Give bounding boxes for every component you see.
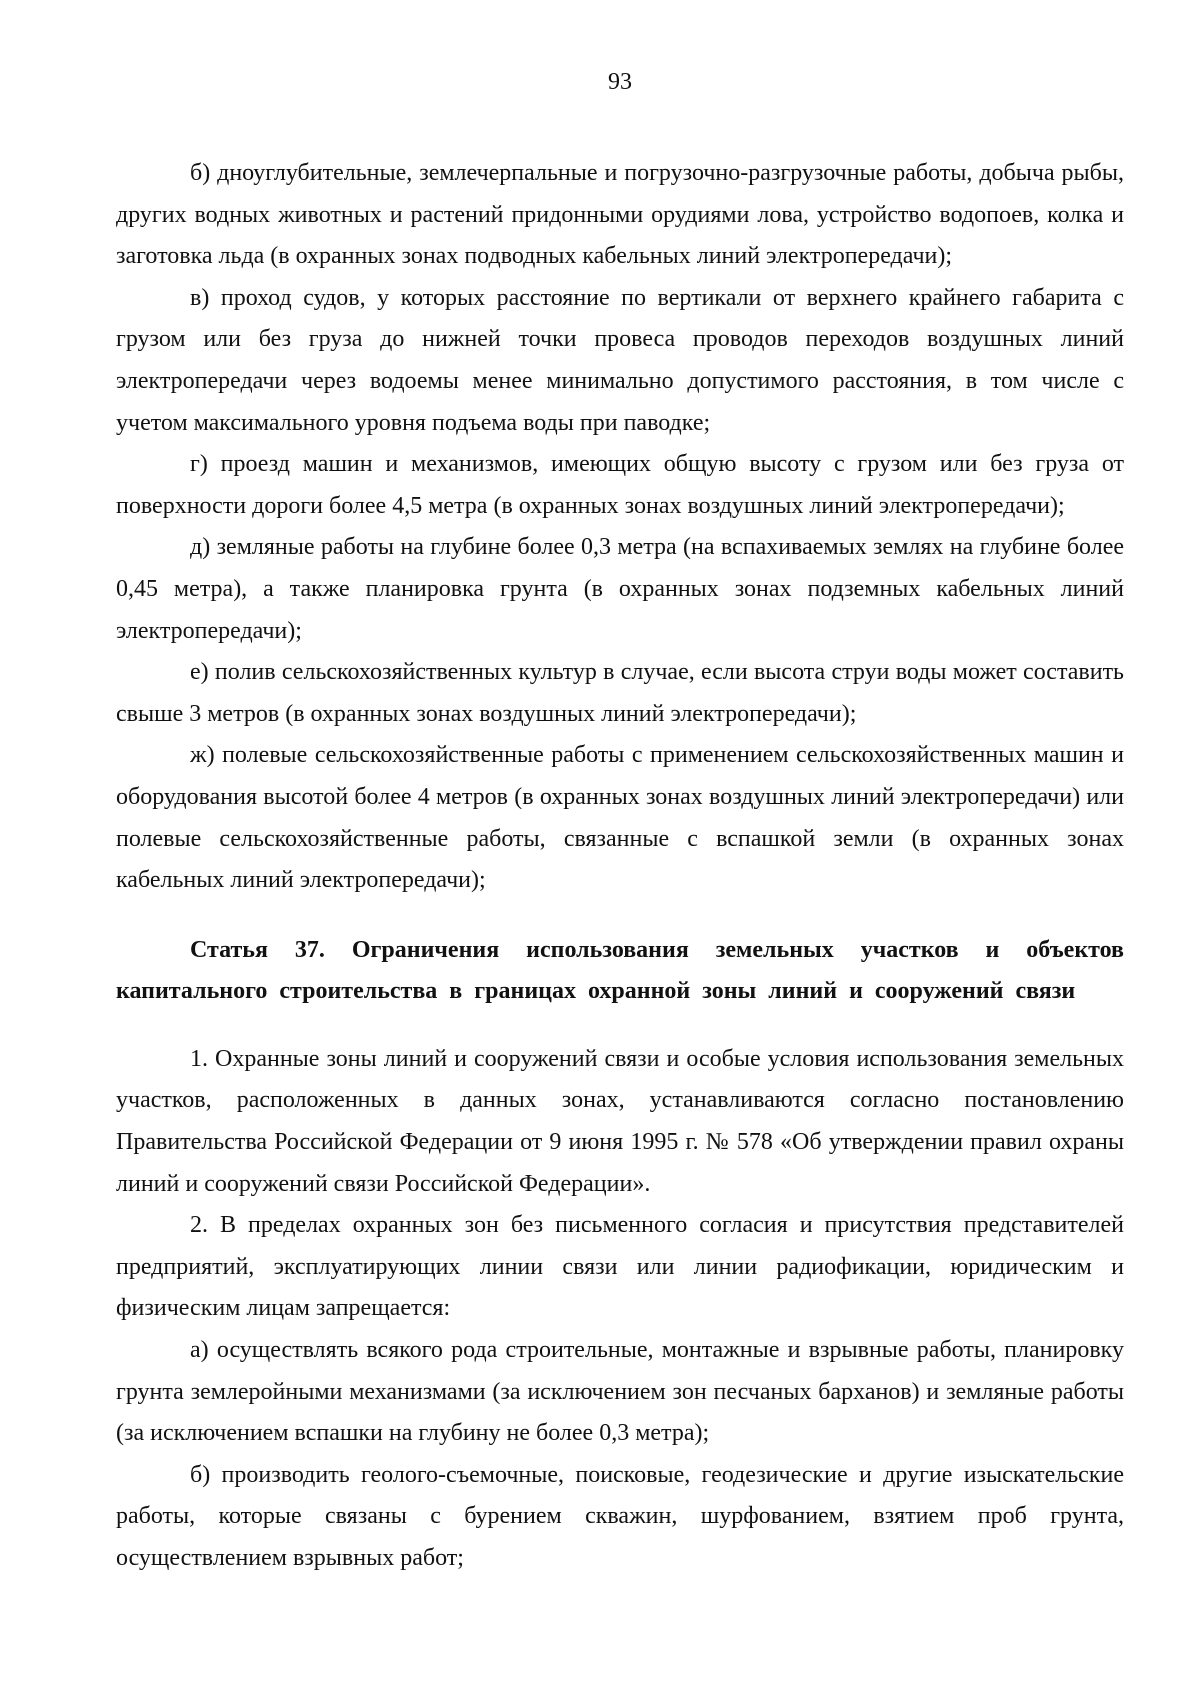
paragraph-b-dredging: б) дноуглубительные, землечерпальные и погрузочно-разгрузочные работы, добыча рыбы, других водных животных и растений придонными орудиями лова, устройство водопоев, колка и заготовка льда (в охранных зонах подводных кабельных линий электропередачи); xyxy=(116,160,1124,270)
paragraph-1-protection-zones: 1. Охранные зоны линий и сооружений связи и особые условия использования земельных участков, расположенных в данных зонах, устанавливаются согласно постановлению Правительства Российской Федерации от 9 июня 1995 г. № 578 «Об утверждении правил охраны линий и сооружений связи Российской Федерации». xyxy=(116,1045,1124,1197)
paragraph-e-irrigation: е) полив сельскохозяйственных культур в случае, если высота струи воды может составить свыше 3 метров (в охранных зонах воздушных линий электропередачи); xyxy=(116,659,1124,727)
document-body xyxy=(116,153,1124,1580)
paragraph-a-construction: а) осуществлять всякого рода строительные, монтажные и взрывные работы, планировку грунта землеройными механизмами (за исключением зон песчаных барханов) и земляные работы (за исключением вспашки на глубину не более 0,3 метра); xyxy=(116,1337,1124,1447)
article-37-heading: Статья 37. Ограничения использования земельных участков и объектов капитального строительства в границах охранной зоны линий и сооружений связи xyxy=(116,936,1124,1005)
paragraph-b-survey: б) производить геолого-съемочные, поисковые, геодезические и другие изыскательские работы, которые связаны с бурением скважин, шурфованием, взятием проб грунта, осуществлением взрывных работ; xyxy=(116,1461,1124,1571)
paragraph-2-prohibitions: 2. В пределах охранных зон без письменного согласия и присутствия представителей предприятий, эксплуатирующих линии связи или линии радиофикации, юридическим и физическим лицам запрещается: xyxy=(116,1212,1124,1322)
paragraph-zh-field-works: ж) полевые сельскохозяйственные работы с применением сельскохозяйственных машин и оборудования высотой более 4 метров (в охранных зонах воздушных линий электропередачи) или полевые сельскохозяйственные работы, связанные с вспашкой земли (в охранных зонах кабельных линий электропередачи); xyxy=(116,742,1124,894)
paragraph-v-vessels: в) проход судов, у которых расстояние по вертикали от верхнего крайнего габарита с грузом или без груза до нижней точки провеса проводов переходов воздушных линий электропередачи через водоемы менее минимально допустимого расстояния, в том числе с учетом максимального уровня подъема воды при паводке; xyxy=(116,284,1124,436)
page-number: 93 xyxy=(608,69,632,95)
paragraph-g-vehicles: г) проезд машин и механизмов, имеющих общую высоту с грузом или без груза от поверхности дороги более 4,5 метра (в охранных зонах воздушных линий электропередачи); xyxy=(116,451,1124,519)
paragraph-d-earthworks: д) земляные работы на глубине более 0,3 метра (на вспахиваемых землях на глубине более 0,45 метра), а также планировка грунта (в охранных зонах подземных кабельных линий электропередачи); xyxy=(116,534,1124,644)
